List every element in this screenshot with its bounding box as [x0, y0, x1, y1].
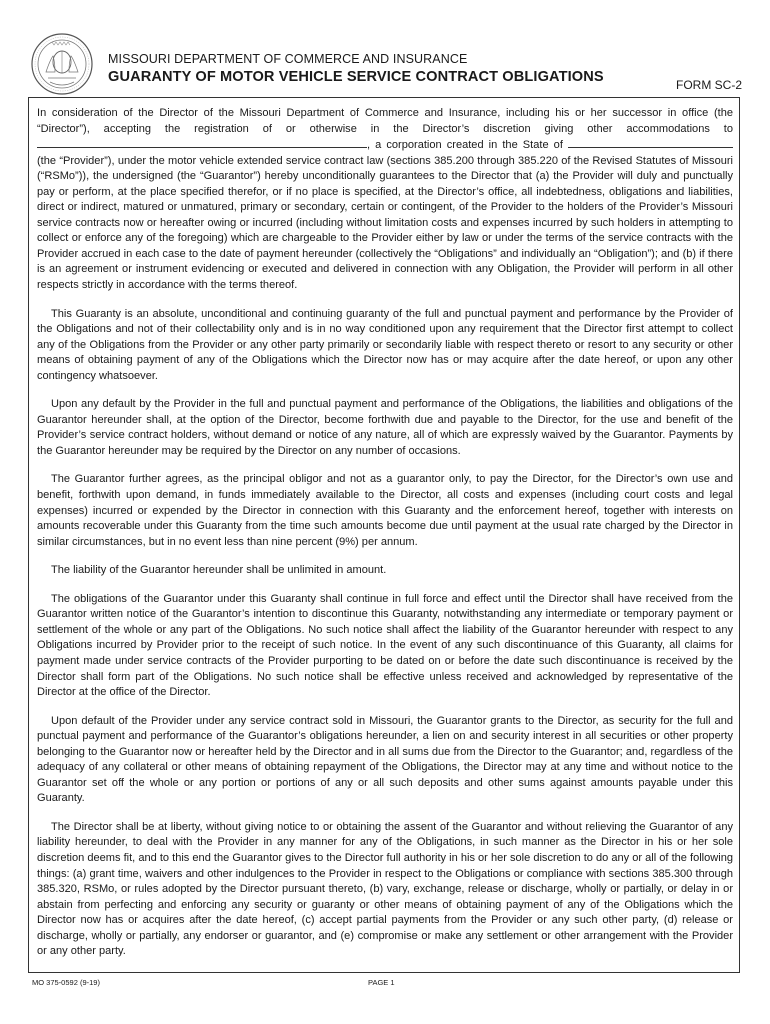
form-number: FORM SC-2 — [676, 78, 742, 92]
paragraph-text: , a corporation created in the State of — [367, 139, 563, 152]
paragraph-costs-expenses: The Guarantor further agrees, as the principal obligor and not as a guarantor only, to pay the Director, for the Director’s own use and benefit, forthwith upon demand, in funds immediately available to the Director, all costs and expenses (including court costs and legal expenses) incurred or expended by the Director in connection with this Guaranty and the enforcement hereof, together with interests on amounts recoverable under this Guaranty from the time such amounts become due until payment at the usual rate charged by the Director in similar circumstances, but in no event less than nine percent (9%) per annum. — [37, 473, 733, 548]
paragraph-security-interest: Upon default of the Provider under any service contract sold in Missouri, the Guarantor grants to the Director, as security for the full and punctual payment and performance of the Guarantor’s obligations hereunder, a lien on and security interest in all securities or other property belonging to the Guarantor now or hereafter held by the Director and in all sums due from the Director to the Guarantor; and, regardless of the adequacy of any collateral or other means of obtaining repayment of the Obligations, the Director may at any time and without notice to the Guarantor set off the whole or any portion or portions of any or all such deposits and other sums against amounts payable under this Guaranty. — [37, 714, 733, 805]
paragraph-discontinuance: The obligations of the Guarantor under this Guaranty shall continue in full force and effect until the Director shall have received from the Guarantor written notice of the Guarantor’s intention to discontinue this Guaranty, notwithstanding any intermediate or temporary payment or settlement of the whole or any part of the Obligations. No such notice shall affect the liability of the Guarantor hereunder with respect to any Obligations incurred by Provider prior to the receipt of such notice. In the event of any such discontinuance of this Guaranty, all claims for payment made under service contracts of the Provider purporting to be dated on or before the date such discontinuance is received by the Director shall form part of the Obligations. No such notice shall be effective unless received and acknowledged by representative of the Director at the office of the Director. — [37, 592, 733, 699]
paragraph-default: Upon any default by the Provider in the full and punctual payment and performance of the Obligations, the liabilities and obligations of the Guarantor hereunder shall, at the option of the Director, become forthwith due and payable to the Director, for the use and benefit of the Provider’s service contract holders, without demand or notice of any nature, all of which are expressly waived by the Guarantor. Payments by the Guarantor hereunder may be required by the Director on any number of occasions. — [37, 398, 733, 457]
page-number: PAGE 1 — [368, 978, 395, 987]
guaranty-text — [37, 106, 733, 973]
form-title: GUARANTY OF MOTOR VEHICLE SERVICE CONTRACT OBLIGATIONS — [108, 69, 604, 85]
department-name: MISSOURI DEPARTMENT OF COMMERCE AND INSURANCE — [108, 52, 468, 66]
provider-name-blank[interactable] — [37, 137, 367, 148]
paragraph-text: In consideration of the Director of the Missouri Department of Commerce and Insurance, including his or her successor in office (the “Director”), accepting the registration of or otherwise in the Director’s discretion giving other accommodations to — [37, 107, 733, 135]
paragraph-text: (the “Provider”), under the motor vehicle extended service contract law (sections 385.200 through 385.220 of the Revised Statutes of Missouri (“RSMo”)), the undersigned (the “Guarantor”) hereby unconditionally guarantees to the Director that (a) the Provider will duly and punctually pay or perform, at the place specified therefor, or if no place is specified, at the Director’s office, all indebtedness, obligations and liabilities, direct or indirect, matured or unmatured, primary or secondary, certain or contingent, of the Provider to the holders of the Provider’s Missouri service contracts now or hereafter owing or incurred (including without limitation costs and expenses incurred by such holders in attempting to collect or enforce any of the foregoing) which are chargeable to the Provider either by law or under the terms of the service contracts with the Provider accrued in each case to the date of payment hereunder (collectively the “Obligations” and individually an “Obligation”); and (b) if there is an agreement or instrument evidencing or executed and delivered in connection with any Obligation, the Provider will perform in all other respects strictly in accordance with the terms thereof. — [37, 154, 733, 292]
form-code: MO 375-0592 (9-19) — [32, 978, 100, 987]
missouri-state-seal-icon — [30, 32, 94, 96]
paragraph-unlimited-liability: The liability of the Guarantor hereunder shall be unlimited in amount. — [51, 564, 387, 577]
paragraph-consideration — [37, 106, 733, 294]
paragraph-absolute-guaranty: This Guaranty is an absolute, unconditional and continuing guaranty of the full and punctual payment and performance by the Provider of the Obligations and not of their collectability only and is in no way conditioned upon any requirement that the Director first attempt to collect any of the Obligations from the Provider or any other party primarily or secondarily liable with respect thereto or resort to any security or other means of obtaining payment of any of the Obligations which the Director now has or may acquire after the date hereof, or upon any other contingency whatsoever. — [37, 307, 733, 382]
state-of-incorporation-blank[interactable] — [568, 137, 733, 148]
paragraph-director-liberty: The Director shall be at liberty, without giving notice to or obtaining the assent of the Guarantor and without relieving the Guarantor of any liability hereunder, to deal with the Provider in any manner for any of the Obligations, in such manner as the Director in his or her sole discretion deems fit, and to this end the Guarantor gives to the Director full authority in his or her sole discretion to do any or all of the following things: (a) grant time, waivers and other indulgences to the Provider in respect to the Obligations or compliance with sections 385.300 through 385.320, RSMo, or rules adopted by the Director pursuant thereto, (b) vary, exchange, release or discharge, wholly or partially, or delay in or abstain from perfecting and enforcing any security or guaranty or other means of obtaining payment of any of the Obligations which the Director now has or acquires after the date hereof, (c) accept partial payments from the Provider or any such other party, (d) release or discharge, wholly or partially, any endorser or guarantor, and (e) compromise or make any settlement or other arrangement with the Provider or any other party. — [37, 820, 733, 958]
